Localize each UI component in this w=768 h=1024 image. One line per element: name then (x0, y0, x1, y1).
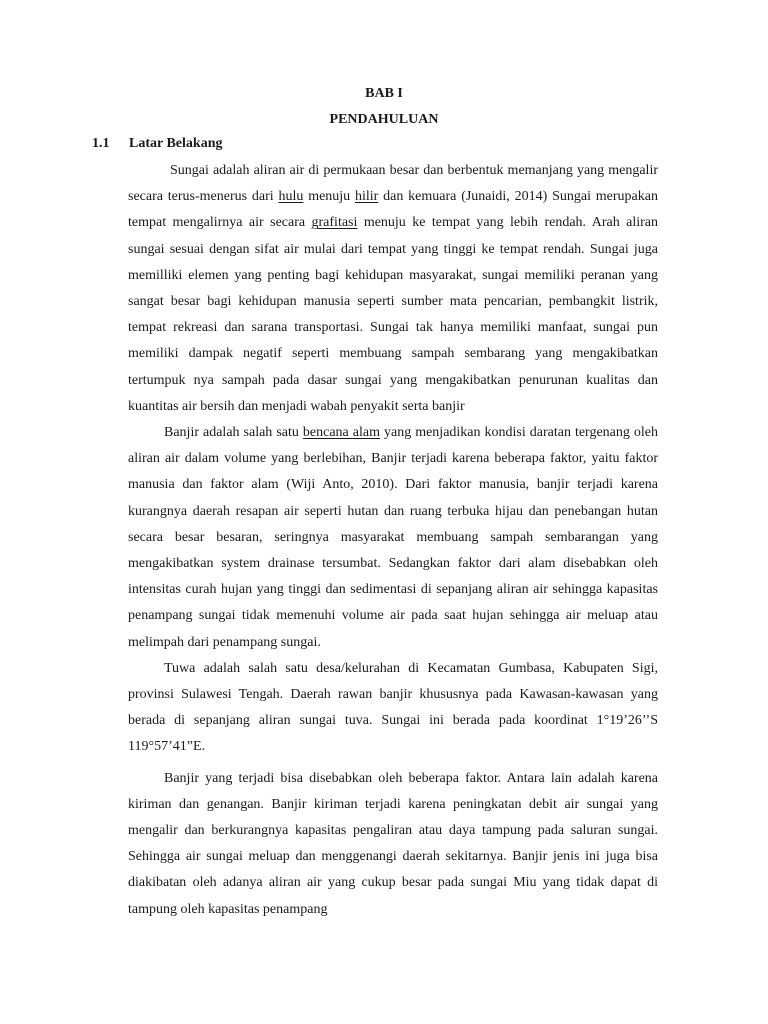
section-heading (92, 136, 222, 152)
text-segment: Sungai adalah aliran air di permukaan besar dan berbentuk memanjang yang mengalir secara terus-menerus dari (128, 163, 658, 205)
underlined-term: hilir (355, 189, 379, 205)
section-title: Latar Belakang (129, 136, 223, 151)
underlined-term: hulu (278, 189, 304, 205)
underlined-term: bencana alam (302, 425, 380, 441)
text-segment: dan kemuara (Junaidi, 2014) Sungai merupakan tempat mengalirnya air secara (128, 189, 658, 231)
paragraph-4 (128, 766, 658, 923)
text-segment: Banjir adalah salah satu (164, 425, 303, 441)
paragraph-1 (128, 158, 658, 420)
chapter-title: PENDAHULUAN (329, 112, 439, 127)
body-text (128, 158, 658, 923)
chapter-number: BAB I (365, 86, 403, 101)
text-segment: Banjir yang terjadi bisa disebabkan oleh beberapa faktor. Antara lain adalah karena kiriman dan genangan. Banjir kiriman terjadi karena peningkatan debit air sungai yang mengalir dan berkurangnya kapasitas pengaliran atau daya tampung pada saluran sungai. Sehingga air sungai meluap dan menggenangi daerah sekitarnya. Banjir jenis ini juga bisa diakibatan oleh adanya aliran air yang cukup besar pada sungai Miu yang tidak dapat di tampung oleh kapasitas penampang (128, 770, 658, 917)
text-segment: Tuwa adalah salah satu desa/kelurahan di Kecamatan Gumbasa, Kabupaten Sigi, provinsi Sulawesi Tengah. Daerah rawan banjir khususnya pada Kawasan-kawasan yang berada di sepanjang aliran sungai tuva. Sungai ini berada pada koordinat 1°19’26’’S 119°57’41”E. (128, 660, 658, 755)
text-segment: menuju (303, 189, 355, 205)
text-segment: menuju ke tempat yang lebih rendah. Arah aliran sungai sesuai dengan sifat air mulai dari tempat yang tinggi ke tempat rendah. Sungai juga memilliki elemen yang penting bagi kehidupan masyarakat, sungai memiliki peranan yang sangat besar bagi kehidupan manusia seperti sumber mata pencarian, pembangkit listrik, tempat rekreasi dan sarana transportasi. Sungai tak hanya memiliki manfaat, sungai pun memiliki dampak negatif seperti membuang sampah sembarang yang mengakibatkan tertumpuk nya sampah pada dasar sungai yang mengakibatkan penurunan kualitas dan kuantitas air bersih dan menjadi wabah penyakit serta banjir (128, 215, 658, 414)
section-number: 1.1 (92, 136, 110, 151)
paragraph-3 (128, 656, 658, 761)
text-segment: yang menjadikan kondisi daratan tergenang oleh aliran air dalam volume yang berlebihan, Banjir terjadi karena beberapa faktor, yaitu faktor manusia dan faktor alam (Wiji Anto, 2010). Dari faktor manusia, banjir terjadi karena kurangnya daerah resapan air seperti hutan dan ruang terbuka hijau dan penebangan hutan secara besar besaran, seringnya masyarakat membuang sampah sembarangan yang mengakibatkan system drainase tersumbat. Sedangkan faktor dari alam disebabkan oleh intensitas curah hujan yang tinggi dan sedimentasi di sepanjang aliran air sehingga kapasitas penampang sungai tidak memenuhi volume air pada saat hujan sehingga air meluap atau melimpah dari penampang sungai. (128, 425, 659, 650)
paragraph-2 (128, 420, 658, 656)
underlined-term: grafitasi (311, 215, 358, 231)
